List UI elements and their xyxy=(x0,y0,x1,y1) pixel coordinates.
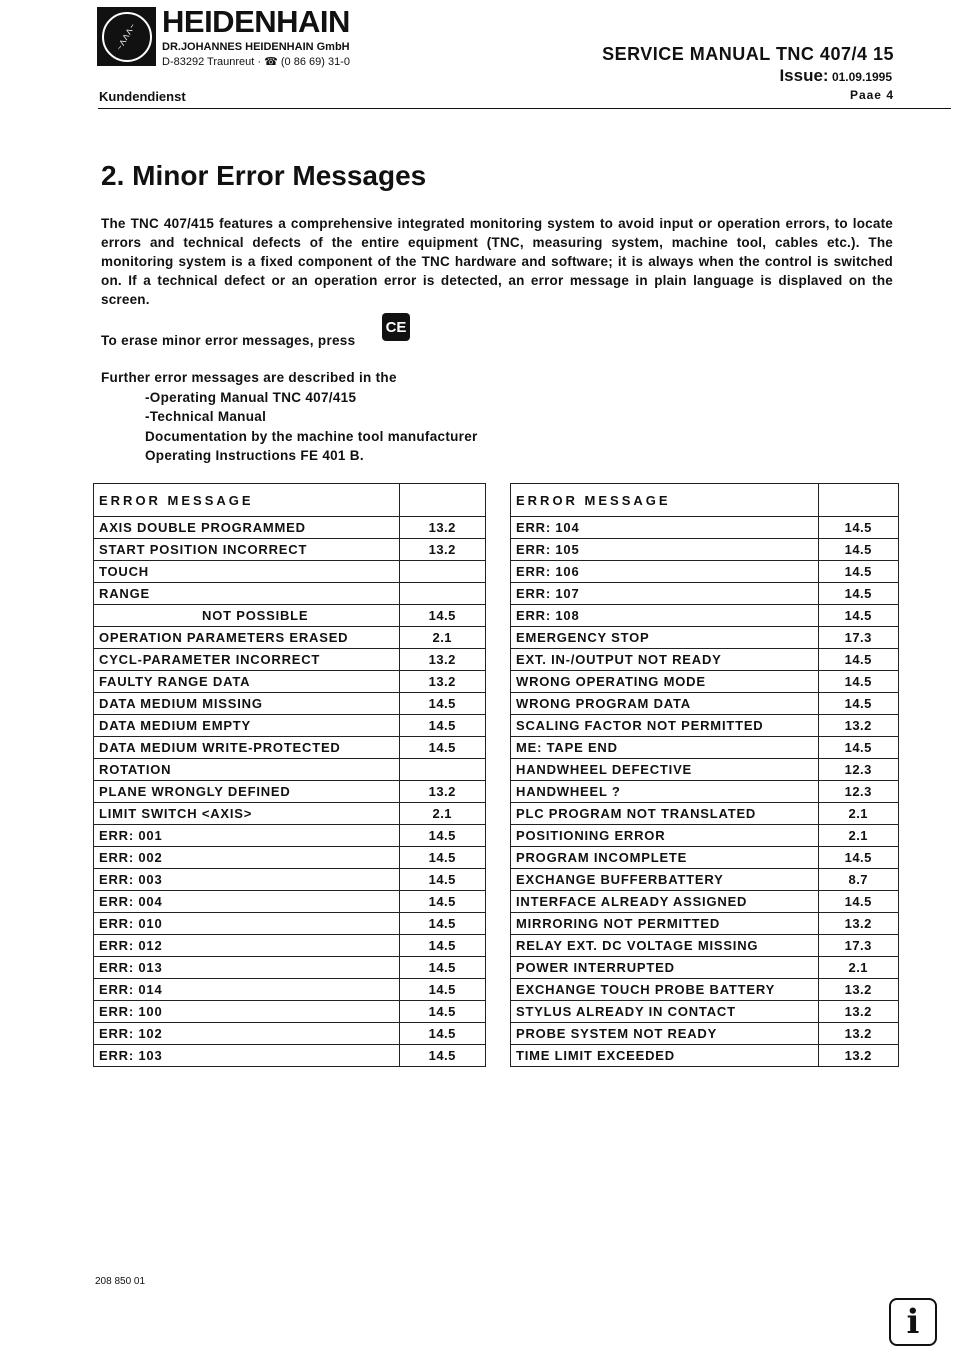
table-row xyxy=(94,957,486,979)
section-ref-cell xyxy=(399,561,485,583)
table-row xyxy=(511,1023,899,1045)
section-ref-cell: 12.3 xyxy=(818,759,898,781)
table-row xyxy=(511,869,899,891)
error-message-cell: TOUCH xyxy=(94,561,400,583)
table-row xyxy=(511,715,899,737)
section-ref-cell: 14.5 xyxy=(399,1001,485,1023)
section-title: 2. Minor Error Messages xyxy=(101,160,427,191)
section-ref-cell: 14.5 xyxy=(399,1023,485,1045)
error-table-left xyxy=(93,483,486,1067)
error-message-cell: WRONG OPERATING MODE xyxy=(511,671,819,693)
table-row xyxy=(511,825,899,847)
error-message-cell: HANDWHEEL ? xyxy=(511,781,819,803)
table-row xyxy=(511,561,899,583)
section-ref-cell: 14.5 xyxy=(399,737,485,759)
section-ref-cell: 13.2 xyxy=(818,1045,898,1067)
error-message-cell: NOT POSSIBLE xyxy=(94,605,400,627)
section-ref-cell: 14.5 xyxy=(399,891,485,913)
error-message-cell: ERR: 102 xyxy=(94,1023,400,1045)
table-row xyxy=(511,957,899,979)
table-header-row xyxy=(511,484,899,517)
section-ref-cell: 14.5 xyxy=(818,605,898,627)
table-row xyxy=(94,671,486,693)
section-ref-cell: 14.5 xyxy=(818,649,898,671)
error-message-cell: TIME LIMIT EXCEEDED xyxy=(511,1045,819,1067)
error-message-cell: ERR: 108 xyxy=(511,605,819,627)
table-row xyxy=(94,605,486,627)
table-row xyxy=(511,583,899,605)
list-item: Operating Instructions FE 401 B. xyxy=(145,447,364,463)
table-row xyxy=(511,517,899,539)
section-ref-cell: 14.5 xyxy=(818,561,898,583)
section-ref-cell: 14.5 xyxy=(399,847,485,869)
table-row xyxy=(94,1023,486,1045)
error-message-cell: ERR: 001 xyxy=(94,825,400,847)
brand-name: HEIDENHAIN xyxy=(162,4,350,39)
documentation-list xyxy=(145,390,478,467)
section-ref-cell: 13.2 xyxy=(818,1001,898,1023)
ce-key-icon: CE xyxy=(382,313,410,341)
section-ref-cell: 14.5 xyxy=(818,693,898,715)
table-row xyxy=(511,803,899,825)
error-message-cell: ERR: 002 xyxy=(94,847,400,869)
table-row xyxy=(511,671,899,693)
intro-paragraph: The TNC 407/415 features a comprehensive integrated monitoring system to avoid input or operation errors, to locate errors and technical defects of the entire equipment (TNC, measuring system, machine tool, cables etc.). The monitoring system is a fixed component of the TNC hardware and software; it is always when the control is switched on. If a technical defect or an operation error is detected, an error message in plain language is displaved on the screen. xyxy=(101,216,893,307)
heidenhain-logo xyxy=(97,7,156,66)
section-ref-cell: 14.5 xyxy=(399,979,485,1001)
section-ref-cell: 2.1 xyxy=(818,825,898,847)
error-message-cell: OPERATION PARAMETERS ERASED xyxy=(94,627,400,649)
error-message-cell: ERR: 004 xyxy=(94,891,400,913)
table-row xyxy=(511,847,899,869)
error-message-cell: ERR: 010 xyxy=(94,913,400,935)
table-row xyxy=(511,649,899,671)
table-row xyxy=(94,935,486,957)
error-message-cell: LIMIT SWITCH <AXIS> xyxy=(94,803,400,825)
issue-date: 01.09.1995 xyxy=(831,70,892,84)
section-ref-cell: 2.1 xyxy=(818,803,898,825)
section-ref-cell: 14.5 xyxy=(399,693,485,715)
table-row xyxy=(511,605,899,627)
error-message-cell: EMERGENCY STOP xyxy=(511,627,819,649)
list-item: Documentation by the machine tool manufacturer xyxy=(145,428,478,444)
error-message-cell: INTERFACE ALREADY ASSIGNED xyxy=(511,891,819,913)
error-message-cell: ME: TAPE END xyxy=(511,737,819,759)
error-message-cell: POSITIONING ERROR xyxy=(511,825,819,847)
error-message-cell: EXCHANGE BUFFERBATTERY xyxy=(511,869,819,891)
table-row xyxy=(94,693,486,715)
error-message-cell: EXT. IN-/OUTPUT NOT READY xyxy=(511,649,819,671)
error-message-cell: AXIS DOUBLE PROGRAMMED xyxy=(94,517,400,539)
error-message-cell: ERR: 100 xyxy=(94,1001,400,1023)
error-message-cell: ERR: 105 xyxy=(511,539,819,561)
section-ref-cell: 13.2 xyxy=(818,979,898,1001)
table-row xyxy=(511,935,899,957)
error-message-cell: POWER INTERRUPTED xyxy=(511,957,819,979)
issue-label: Issue: xyxy=(779,66,829,85)
error-table-right xyxy=(510,483,899,1067)
column-header-message: ERROR MESSAGE xyxy=(511,484,819,517)
error-message-cell: ERR: 012 xyxy=(94,935,400,957)
error-message-cell: ROTATION xyxy=(94,759,400,781)
table-row xyxy=(94,1045,486,1067)
error-message-cell: DATA MEDIUM MISSING xyxy=(94,693,400,715)
table-row xyxy=(511,1001,899,1023)
error-message-cell: HANDWHEEL DEFECTIVE xyxy=(511,759,819,781)
section-ref-cell xyxy=(399,759,485,781)
info-icon: i xyxy=(889,1298,937,1346)
table-row xyxy=(511,759,899,781)
error-message-cell: EXCHANGE TOUCH PROBE BATTERY xyxy=(511,979,819,1001)
error-message-cell: SCALING FACTOR NOT PERMITTED xyxy=(511,715,819,737)
section-ref-cell: 13.2 xyxy=(399,517,485,539)
table-row xyxy=(94,737,486,759)
table-row xyxy=(511,627,899,649)
table-row xyxy=(94,781,486,803)
section-ref-cell: 13.2 xyxy=(399,649,485,671)
table-row xyxy=(511,693,899,715)
section-ref-cell: 17.3 xyxy=(818,627,898,649)
section-ref-cell: 14.5 xyxy=(399,605,485,627)
document-number: 208 850 01 xyxy=(95,1276,146,1287)
section-ref-cell: 14.5 xyxy=(818,517,898,539)
list-item: -Operating Manual TNC 407/415 xyxy=(145,390,357,405)
table-row xyxy=(94,583,486,605)
section-ref-cell: 14.5 xyxy=(818,539,898,561)
section-ref-cell: 12.3 xyxy=(818,781,898,803)
error-message-cell: FAULTY RANGE DATA xyxy=(94,671,400,693)
column-header-ref xyxy=(399,484,485,517)
section-ref-cell: 2.1 xyxy=(399,803,485,825)
section-ref-cell: 8.7 xyxy=(818,869,898,891)
column-header-ref xyxy=(818,484,898,517)
table-row xyxy=(94,539,486,561)
error-message-cell: RANGE xyxy=(94,583,400,605)
error-message-cell: CYCL-PARAMETER INCORRECT xyxy=(94,649,400,671)
section-ref-cell: 14.5 xyxy=(818,737,898,759)
table-row xyxy=(511,1045,899,1067)
erase-instruction: To erase minor error messages, press xyxy=(101,333,356,348)
table-row xyxy=(94,759,486,781)
error-message-cell: RELAY EXT. DC VOLTAGE MISSING xyxy=(511,935,819,957)
error-message-cell: WRONG PROGRAM DATA xyxy=(511,693,819,715)
table-row xyxy=(94,979,486,1001)
error-message-cell: DATA MEDIUM WRITE-PROTECTED xyxy=(94,737,400,759)
section-ref-cell: 13.2 xyxy=(399,671,485,693)
section-ref-cell: 14.5 xyxy=(399,935,485,957)
table-header-row xyxy=(94,484,486,517)
table-row xyxy=(511,891,899,913)
service-manual-title: SERVICE MANUAL TNC 407/4 15 xyxy=(602,44,894,64)
section-ref-cell: 2.1 xyxy=(399,627,485,649)
error-message-cell: PROGRAM INCOMPLETE xyxy=(511,847,819,869)
section-ref-cell: 13.2 xyxy=(399,539,485,561)
table-row xyxy=(94,517,486,539)
error-message-cell: ERR: 103 xyxy=(94,1045,400,1067)
section-ref-cell: 17.3 xyxy=(818,935,898,957)
error-message-cell: PROBE SYSTEM NOT READY xyxy=(511,1023,819,1045)
table-row xyxy=(94,1001,486,1023)
list-item: -Technical Manual xyxy=(145,409,267,425)
table-row xyxy=(511,781,899,803)
table-row xyxy=(94,891,486,913)
section-ref-cell: 13.2 xyxy=(818,1023,898,1045)
section-ref-cell: 13.2 xyxy=(818,913,898,935)
table-row xyxy=(94,825,486,847)
error-message-cell: ERR: 106 xyxy=(511,561,819,583)
error-message-cell: MIRRORING NOT PERMITTED xyxy=(511,913,819,935)
company-address: D-83292 Traunreut · ☎ (0 86 69) 31-0 xyxy=(162,56,350,68)
table-row xyxy=(94,847,486,869)
section-ref-cell: 14.5 xyxy=(818,583,898,605)
table-row xyxy=(511,979,899,1001)
table-row xyxy=(511,539,899,561)
table-row xyxy=(94,649,486,671)
section-ref-cell: 14.5 xyxy=(399,913,485,935)
table-row xyxy=(511,737,899,759)
logo-emblem: ~ΛΛΛ~ xyxy=(102,12,152,62)
header-divider xyxy=(98,108,951,109)
page-number: Paae 4 xyxy=(849,88,894,102)
section-ref-cell: 13.2 xyxy=(818,715,898,737)
section-ref-cell: 14.5 xyxy=(399,715,485,737)
table-row xyxy=(94,627,486,649)
section-ref-cell: 2.1 xyxy=(818,957,898,979)
error-message-cell: ERR: 013 xyxy=(94,957,400,979)
section-ref-cell: 13.2 xyxy=(399,781,485,803)
error-message-cell: ERR: 107 xyxy=(511,583,819,605)
error-message-cell: ERR: 104 xyxy=(511,517,819,539)
table-row xyxy=(94,561,486,583)
error-message-cell: STYLUS ALREADY IN CONTACT xyxy=(511,1001,819,1023)
issue-line xyxy=(779,66,892,86)
table-row xyxy=(94,715,486,737)
section-ref-cell: 14.5 xyxy=(399,1045,485,1067)
table-row xyxy=(511,913,899,935)
company-name: DR.JOHANNES HEIDENHAIN GmbH xyxy=(162,41,350,53)
error-message-cell: DATA MEDIUM EMPTY xyxy=(94,715,400,737)
section-ref-cell: 14.5 xyxy=(399,869,485,891)
error-message-cell: PLC PROGRAM NOT TRANSLATED xyxy=(511,803,819,825)
section-ref-cell: 14.5 xyxy=(818,891,898,913)
section-ref-cell: 14.5 xyxy=(818,847,898,869)
error-message-cell: ERR: 014 xyxy=(94,979,400,1001)
error-message-cell: START POSITION INCORRECT xyxy=(94,539,400,561)
further-info-text: Further error messages are described in the xyxy=(101,370,397,385)
column-header-message: ERROR MESSAGE xyxy=(94,484,400,517)
table-row xyxy=(94,869,486,891)
section-ref-cell: 14.5 xyxy=(399,825,485,847)
section-ref-cell: 14.5 xyxy=(399,957,485,979)
section-ref-cell xyxy=(399,583,485,605)
table-row xyxy=(94,913,486,935)
error-message-cell: PLANE WRONGLY DEFINED xyxy=(94,781,400,803)
error-message-cell: ERR: 003 xyxy=(94,869,400,891)
department-label: Kundendienst xyxy=(99,89,186,104)
table-row xyxy=(94,803,486,825)
section-ref-cell: 14.5 xyxy=(818,671,898,693)
